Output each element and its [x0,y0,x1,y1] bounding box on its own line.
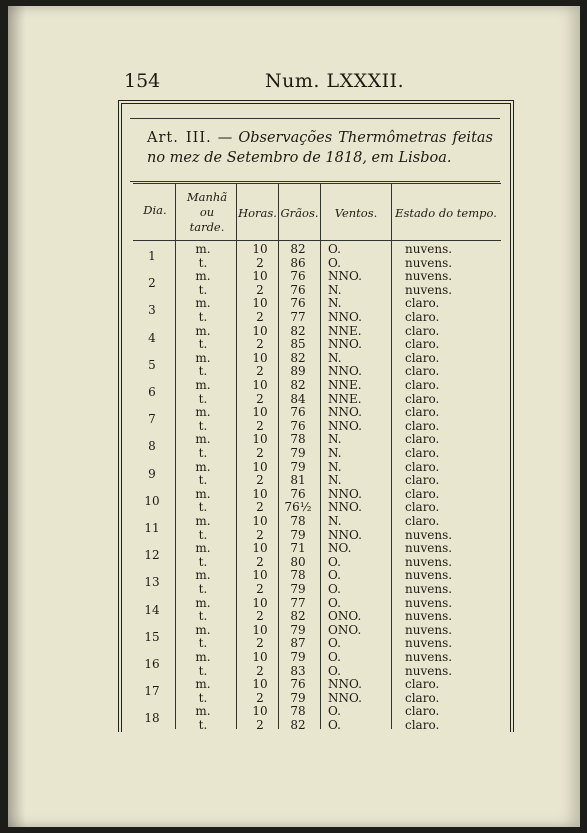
weather-cell: claro. [405,459,440,474]
degrees-cell: 84 [290,391,306,406]
hour-cell: 2 [256,473,264,488]
wind-cell: N. [328,514,342,528]
wind-cell: ONO. [328,609,362,624]
wind-cell: NNO. [328,690,362,705]
wind-cell: NNE. [328,391,362,406]
degrees-cell: 77 [290,310,306,324]
wind-cell: N. [328,432,342,447]
hour-cell: 2 [256,718,264,732]
day-cell: 12 [144,548,160,563]
weather-cell: nuvens. [405,663,453,678]
hour-cell: 10 [252,677,268,692]
degrees-cell: 83 [290,663,306,678]
hour-cell: 10 [252,514,268,528]
period-cell: t. [198,364,208,379]
degrees-cell: 78 [290,514,306,528]
degrees-cell: 77 [290,595,306,610]
table-title [147,128,493,168]
col-header-manha: Manhã ou tarde. [186,190,228,234]
weather-cell: claro. [405,310,440,324]
wind-cell: N. [328,282,342,297]
period-cell: t. [198,636,208,651]
wind-cell: NNO. [328,677,362,692]
weather-cell: nuvens. [405,554,453,569]
wind-cell: N. [328,446,342,460]
period-cell: t. [198,337,208,352]
weather-cell: nuvens. [405,650,453,664]
period-cell: t. [198,282,208,297]
hour-cell: 10 [252,568,268,583]
wind-cell: NNO. [328,269,362,284]
day-cell: 16 [144,657,160,671]
degrees-cell: 78 [290,568,306,583]
weather-cell: claro. [405,486,440,501]
degrees-cell: 76 [290,269,306,284]
degrees-cell: 85 [290,337,306,352]
day-cell: 2 [148,276,156,291]
day-cell: 1 [148,249,156,263]
weather-cell: nuvens. [405,541,453,556]
period-cell: m. [195,350,211,365]
hour-cell: 10 [252,704,268,719]
col-header-dia: Dia. [143,203,167,217]
hour-cell: 10 [252,350,268,365]
weather-cell: claro. [405,446,440,460]
hour-cell: 10 [252,459,268,474]
title-text: Observações Thermômetras feitas no mez de Setembro de 1818, em Lisboa. [147,130,493,166]
weather-cell: claro. [405,405,440,420]
weather-cell: claro. [405,677,440,692]
wind-cell: NO. [328,541,352,556]
degrees-cell: 87 [290,636,306,651]
degrees-cell: 79 [290,650,306,664]
period-cell: m. [195,378,211,392]
degrees-cell: 76½ [284,500,312,515]
period-cell: t. [198,391,208,406]
weather-cell: nuvens. [405,255,453,270]
degrees-cell: 79 [290,582,306,596]
weather-cell: nuvens. [405,622,453,637]
hour-cell: 2 [256,364,264,379]
period-cell: t. [198,663,208,678]
period-cell: t. [198,418,208,433]
degrees-cell: 78 [290,704,306,719]
wind-cell: O. [328,554,341,569]
wind-cell: O. [328,595,341,610]
wind-cell: O. [328,582,341,596]
period-cell: m. [195,269,211,284]
wind-cell: O. [328,255,341,270]
degrees-cell: 79 [290,446,306,460]
period-cell: m. [195,650,211,664]
running-head: Num. LXXXII. [265,70,405,92]
page-spine-shadow [8,6,26,827]
degrees-cell: 76 [290,486,306,501]
hour-cell: 2 [256,418,264,433]
day-cell: 15 [144,629,160,644]
weather-cell: claro. [405,704,440,719]
wind-cell: O. [328,718,341,732]
wind-cell: NNO. [328,418,362,433]
weather-cell: claro. [405,364,440,379]
day-cell: 3 [148,303,156,318]
hour-cell: 2 [256,690,264,705]
degrees-cell: 81 [290,473,306,488]
hour-cell: 2 [256,337,264,352]
wind-cell: NNO. [328,527,362,542]
period-cell: t. [198,500,208,515]
degrees-cell: 82 [290,242,306,256]
wind-cell: N. [328,459,342,474]
wind-cell: NNO. [328,486,362,501]
day-cell: 5 [148,357,156,372]
weather-cell: claro. [405,718,440,732]
hour-cell: 10 [252,296,268,311]
wind-cell: NNE. [328,323,362,338]
degrees-cell: 76 [290,677,306,692]
wind-cell: NNO. [328,500,362,515]
weather-cell: nuvens. [405,282,453,297]
table-row [133,718,501,735]
day-cell: 9 [148,466,156,481]
period-cell: t. [198,473,208,488]
degrees-cell: 76 [290,282,306,297]
wind-cell: O. [328,650,341,664]
hour-cell: 2 [256,391,264,406]
period-cell: t. [198,446,208,460]
degrees-cell: 79 [290,622,306,637]
weather-cell: claro. [405,418,440,433]
weather-cell: claro. [405,378,440,392]
degrees-cell: 80 [290,554,306,569]
hour-cell: 2 [256,609,264,624]
period-cell: t. [198,718,208,732]
period-cell: t. [198,255,208,270]
col-header-graos: Grãos. [280,206,319,220]
hour-cell: 2 [256,636,264,651]
degrees-cell: 79 [290,527,306,542]
wind-cell: ONO. [328,622,362,637]
degrees-cell: 79 [290,459,306,474]
weather-cell: nuvens. [405,242,453,256]
col-header-estado: Estado do tempo. [395,206,497,220]
wind-cell: N. [328,350,342,365]
period-cell: m. [195,432,211,447]
weather-cell: claro. [405,323,440,338]
day-cell: 18 [144,711,160,726]
hour-cell: 10 [252,595,268,610]
wind-cell: NNO. [328,364,362,379]
period-cell: t. [198,609,208,624]
degrees-cell: 82 [290,718,306,732]
day-cell: 14 [144,602,160,617]
degrees-cell: 76 [290,405,306,420]
period-cell: m. [195,323,211,338]
period-cell: m. [195,595,211,610]
weather-cell: claro. [405,391,440,406]
period-cell: t. [198,582,208,596]
degrees-cell: 76 [290,418,306,433]
hour-cell: 10 [252,405,268,420]
weather-cell: claro. [405,690,440,705]
period-cell: t. [198,690,208,705]
wind-cell: O. [328,568,341,583]
wind-cell: NNE. [328,378,362,392]
period-cell: t. [198,310,208,324]
day-cell: 6 [148,385,156,399]
weather-cell: claro. [405,500,440,515]
period-cell: m. [195,459,211,474]
hour-cell: 2 [256,554,264,569]
degrees-cell: 78 [290,432,306,447]
hour-cell: 2 [256,446,264,460]
weather-cell: nuvens. [405,269,453,284]
day-cell: 11 [144,521,160,535]
degrees-cell: 89 [290,364,306,379]
degrees-cell: 82 [290,323,306,338]
weather-cell: nuvens. [405,568,453,583]
hour-cell: 2 [256,282,264,297]
period-cell: m. [195,704,211,719]
period-cell: m. [195,541,211,556]
hour-cell: 2 [256,310,264,324]
header-top-rule [133,183,501,184]
hour-cell: 2 [256,582,264,596]
hour-cell: 10 [252,541,268,556]
period-cell: m. [195,677,211,692]
period-cell: m. [195,514,211,528]
degrees-cell: 71 [290,541,306,556]
title-dash: — [211,130,239,146]
period-cell: m. [195,296,211,311]
hour-cell: 2 [256,663,264,678]
wind-cell: O. [328,242,341,256]
header-bottom-rule [133,240,501,241]
period-cell: m. [195,568,211,583]
wind-cell: O. [328,636,341,651]
hour-cell: 10 [252,650,268,664]
degrees-cell: 82 [290,378,306,392]
weather-cell: claro. [405,473,440,488]
weather-cell: nuvens. [405,609,453,624]
day-cell: 4 [148,330,156,345]
weather-cell: nuvens. [405,636,453,651]
period-cell: m. [195,242,211,256]
degrees-cell: 86 [290,255,306,270]
wind-cell: N. [328,473,342,488]
weather-cell: claro. [405,296,440,311]
period-cell: m. [195,405,211,420]
wind-cell: NNO. [328,310,362,324]
wind-cell: NNO. [328,337,362,352]
hour-cell: 2 [256,255,264,270]
hour-cell: 2 [256,527,264,542]
degrees-cell: 79 [290,690,306,705]
day-cell: 17 [144,684,160,699]
day-cell: 8 [148,439,156,454]
degrees-cell: 82 [290,350,306,365]
weather-cell: claro. [405,514,440,528]
hour-cell: 10 [252,432,268,447]
col-header-ventos: Ventos. [334,206,378,220]
wind-cell: O. [328,663,341,678]
hour-cell: 10 [252,486,268,501]
wind-cell: N. [328,296,342,311]
weather-cell: claro. [405,350,440,365]
hour-cell: 10 [252,269,268,284]
hour-cell: 10 [252,242,268,256]
day-cell: 10 [144,493,160,508]
period-cell: t. [198,554,208,569]
weather-cell: claro. [405,337,440,352]
hour-cell: 2 [256,500,264,515]
weather-cell: nuvens. [405,595,453,610]
day-cell: 7 [148,412,156,427]
article-label: Art. III. [147,130,212,146]
col-header-horas: Horas. [238,206,277,220]
hour-cell: 10 [252,323,268,338]
hour-cell: 10 [252,378,268,392]
wind-cell: NNO. [328,405,362,420]
weather-cell: claro. [405,432,440,447]
day-cell: 13 [144,575,160,590]
period-cell: t. [198,527,208,542]
period-cell: m. [195,622,211,637]
weather-cell: nuvens. [405,582,453,596]
period-cell: m. [195,486,211,501]
hour-cell: 10 [252,622,268,637]
weather-cell: nuvens. [405,527,453,542]
page-number: 154 [124,70,161,92]
wind-cell: O. [328,704,341,719]
degrees-cell: 76 [290,296,306,311]
degrees-cell: 82 [290,609,306,624]
